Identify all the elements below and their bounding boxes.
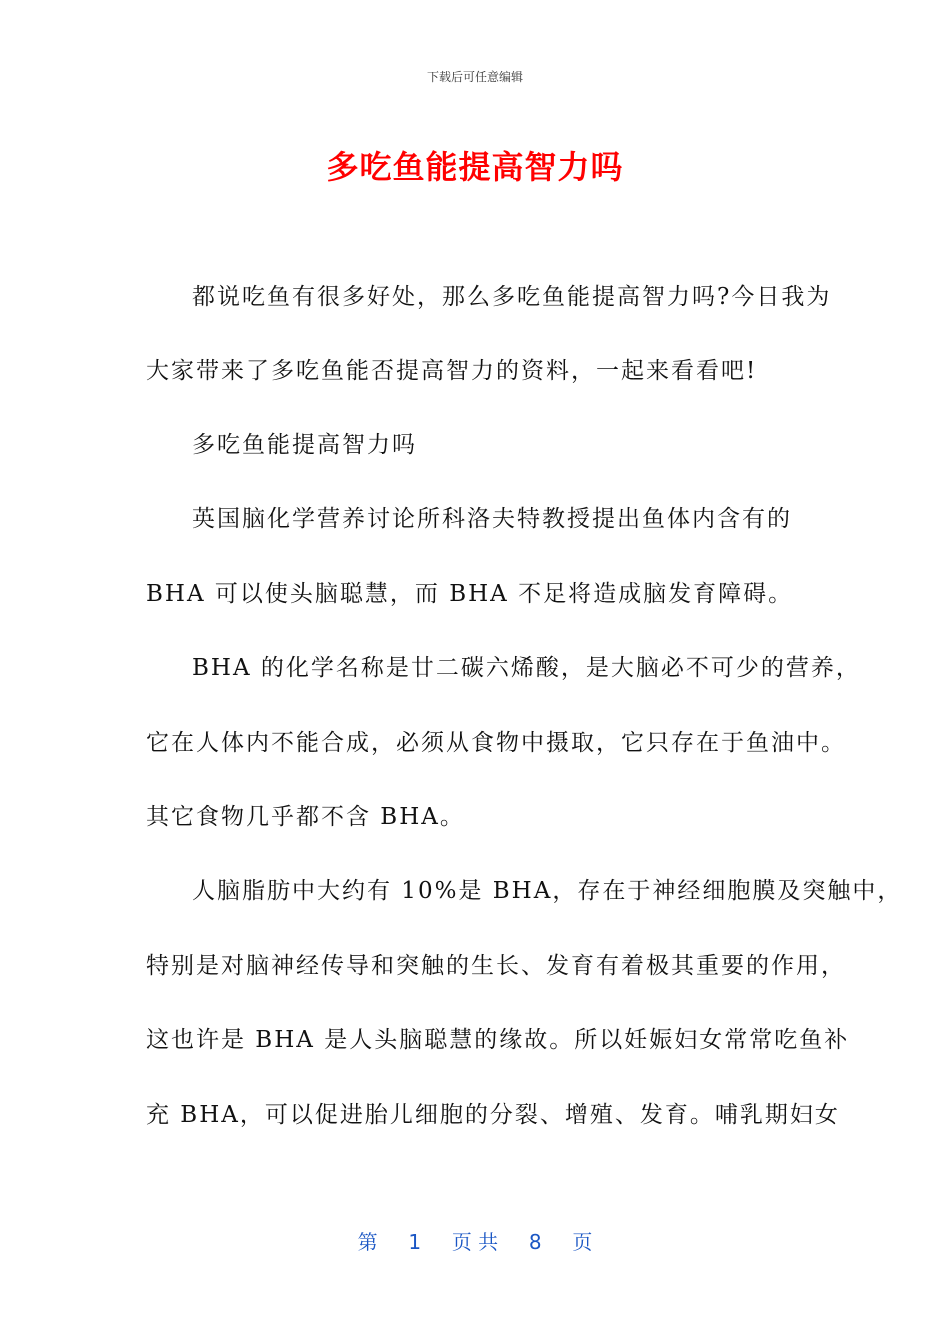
page-number: 1 [408, 1230, 422, 1254]
paragraph-line: 它在人体内不能合成，必须从食物中摄取，它只存在于鱼油中。 [146, 730, 846, 756]
paragraph-line: 充 BHA，可以促进胎儿细胞的分裂、增殖、发育。哺乳期妇女 [146, 1102, 840, 1128]
paragraph-line: 其它食物几乎都不含 BHA。 [146, 804, 465, 830]
page-total: 8 [528, 1230, 542, 1254]
paragraph-line: BHA 的化学名称是廿二碳六烯酸，是大脑必不可少的营养， [192, 655, 861, 681]
page-prefix: 第 [357, 1230, 378, 1254]
header-note: 下载后可任意编辑 [426, 70, 523, 84]
page-middle: 页 共 [451, 1230, 499, 1254]
page-footer [0, 1226, 950, 1255]
paragraph-line: 特别是对脑神经传导和突触的生长、发育有着极其重要的作用， [146, 953, 846, 979]
document-title: 多吃鱼能提高智力吗 [326, 148, 624, 186]
paragraph-line: 大家带来了多吃鱼能否提高智力的资料，一起来看看吧! [146, 358, 758, 384]
paragraph-line: 这也许是 BHA 是人头脑聪慧的缘故。所以妊娠妇女常常吃鱼补 [146, 1027, 850, 1053]
page-suffix: 页 [572, 1230, 593, 1254]
paragraph-line: 人脑脂肪中大约有 10%是 BHA，存在于神经细胞膜及突触中， [192, 878, 903, 904]
paragraph-line: 都说吃鱼有很多好处，那么多吃鱼能提高智力吗?今日我为 [192, 284, 832, 310]
section-heading: 多吃鱼能提高智力吗 [192, 432, 417, 458]
paragraph-line: BHA 可以使头脑聪慧，而 BHA 不足将造成脑发育障碍。 [146, 581, 794, 607]
paragraph-line: 英国脑化学营养讨论所科洛夫特教授提出鱼体内含有的 [192, 506, 792, 532]
